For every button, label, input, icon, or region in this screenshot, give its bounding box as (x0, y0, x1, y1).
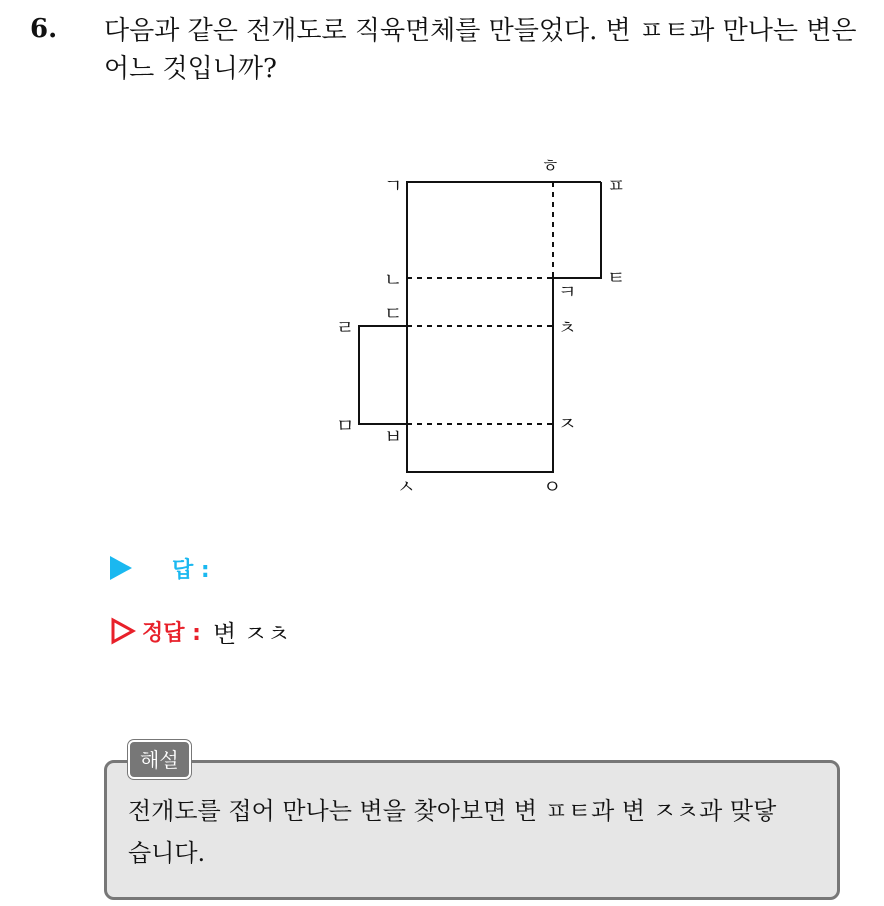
net-outline-left-flap (359, 326, 407, 424)
explanation-tag: 해설 (128, 740, 191, 779)
explanation-line-1: 전개도를 접어 만나는 변을 찾아보면 변 ㅍㅌ과 변 ㅈㅊ과 맞닿 (128, 797, 777, 825)
explanation-line-2: 습니다. (128, 839, 206, 867)
correct-answer-arrow-icon (110, 617, 136, 645)
question-line-2: 어느 것입니까? (104, 54, 277, 84)
label-digeut: ㄷ (384, 303, 403, 325)
label-pieup: ㅍ (607, 175, 626, 197)
question-number: 6. (30, 14, 58, 44)
explanation-text (128, 790, 828, 874)
answer-label: 답 : (172, 557, 210, 583)
label-jieut: ㅈ (558, 413, 577, 435)
correct-answer-value: 변 ㅈㅊ (212, 619, 291, 648)
label-hieut: ㅎ (541, 155, 560, 177)
label-chieut: ㅊ (558, 317, 577, 339)
label-siot: ㅅ (397, 476, 416, 498)
correct-answer-label: 정답 : (142, 620, 201, 646)
label-nieun: ㄴ (384, 269, 403, 291)
label-tieut: ㅌ (607, 267, 626, 289)
correct-answer-row (110, 614, 290, 648)
label-mieum: ㅁ (336, 415, 355, 437)
label-kieuk: ㅋ (558, 281, 577, 303)
answer-arrow-icon (110, 556, 132, 580)
label-rieul: ㄹ (336, 317, 355, 339)
question-line-1: 다음과 같은 전개도로 직육면체를 만들었다. 변 ㅍㅌ과 만나는 변은 (104, 16, 857, 46)
label-bieup: ㅂ (384, 426, 403, 448)
label-giyeok: ㄱ (384, 175, 403, 197)
label-ieung: ㅇ (543, 476, 562, 498)
answer-row (110, 551, 210, 585)
